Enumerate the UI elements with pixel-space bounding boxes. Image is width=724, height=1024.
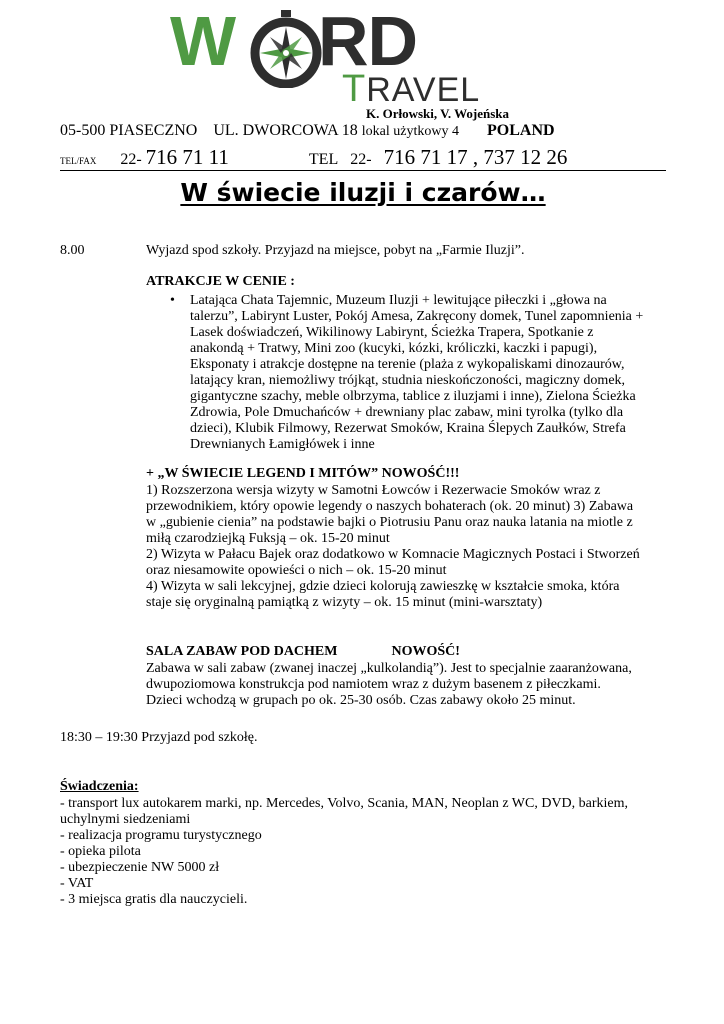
phone-line [60, 145, 567, 170]
sala-heading [146, 644, 460, 660]
attractions-list [146, 293, 664, 453]
attractions-line: dzieci), Klubik Filmowy, Rezerwat Smoków, Kraina Ślepych Zaułków, Strefa [190, 421, 626, 436]
attractions-line: talerzu”, Labirynt Luster, Pokój Amesa, Zakręcony domek, Tunel zapomnienia + [190, 309, 644, 324]
services-item: - opieka pilota [60, 844, 141, 859]
sala-body [146, 661, 666, 709]
legends-line: przewodnikiem, który opowie legendy o naszych bohaterach (ok. 20 minut) 3) Zabawa [146, 499, 634, 514]
compass-icon [250, 10, 322, 88]
tel-prefix: 22- [350, 151, 372, 168]
legends-line: w „gubienie cienia” na podstawie bajki o Piotrusiu Panu oraz nauka latania na miotle z [146, 515, 633, 530]
services-item: uchylnymi siedzeniami [60, 812, 191, 827]
logo-travel: TRAVEL [342, 68, 481, 110]
legends-line: oraz niesamowite opowieści o nich – ok. 15-20 minut [146, 563, 447, 578]
telfax-prefix: 22- [120, 151, 142, 168]
sala-line: dwupoziomowa konstrukcja pod namiotem wraz z dużym basenem z piłeczkami. [146, 677, 601, 692]
attractions-heading: ATRAKCJE W CENIE : [146, 274, 295, 289]
attractions-line: gigantyczne szachy, meble olbrzyma, tablice z iluzjami i inne), Zielona Ścieżka [190, 389, 636, 404]
attractions-line: anakondą + Tratwy, Mini zoo (kucyki, kózki, króliczki, kaczki i papugi), [190, 341, 598, 356]
logo-letter-w: W [170, 2, 236, 80]
new-badge: NOWOŚĆ! [391, 644, 460, 659]
address-line [60, 122, 555, 140]
schedule-item-start: Wyjazd spod szkoły. Przyjazd na miejsce, pobyt na „Farmie Iluzji”. [146, 243, 525, 258]
legends-line: 2) Wizyta w Pałacu Bajek oraz dodatkowo w Komnacie Magicznych Postaci i Stworzeń [146, 547, 640, 562]
services-item: - realizacja programu turystycznego [60, 828, 262, 843]
schedule-return: 18:30 – 19:30 Przyjazd pod szkołę. [60, 730, 258, 745]
address-postal-city: 05-500 PIASECZNO [60, 122, 198, 139]
tel-label: TEL [308, 151, 339, 168]
legends-body [146, 483, 666, 611]
attractions-line: Latająca Chata Tajemnic, Muzeum Iluzji + lewitujące piłeczki i „głowa na [190, 293, 607, 308]
legends-heading: + „W ŚWIECIE LEGEND I MITÓW” NOWOŚĆ!!! [146, 466, 460, 481]
services-item: - transport lux autokarem marki, np. Mercedes, Volvo, Scania, MAN, Neoplan z WC, DVD, barkiem, [60, 796, 629, 811]
tel-numbers: 716 71 17 , 737 12 26 [383, 145, 568, 169]
attractions-line: Lasek doświadczeń, Wikilinowy Labirynt, Ścieżka Trapera, Spotkanie z [190, 325, 594, 340]
owners-line: K. Orłowski, V. Wojeńska [366, 106, 510, 121]
services-item: - VAT [60, 876, 94, 891]
telfax-label: TEL/FAX [60, 156, 97, 166]
logo-letters-rd: RD [318, 2, 418, 80]
address-unit: lokal użytkowy 4 [361, 124, 459, 139]
sala-heading-text: SALA ZABAW POD DACHEM [146, 644, 338, 659]
services-item: - 3 miejsca gratis dla nauczycieli. [60, 892, 248, 907]
attractions-line: Eksponaty i atrakcje dostępne na terenie (plaża z wykopaliskami dinozaurów, [190, 357, 625, 372]
page-title: W świecie iluzji i czarów… [180, 178, 546, 207]
legends-line: miłą czarodziejką Fuksją – ok. 15-20 minut [146, 531, 390, 546]
services-item: - ubezpieczenie NW 5000 zł [60, 860, 220, 875]
schedule-time-start: 8.00 [60, 243, 85, 258]
telfax-number: 716 71 11 [145, 145, 229, 169]
attractions-line: Zdrowia, Pole Dmuchańców + drewniany plac zabaw, mini tyrolka (tylko dla [190, 405, 624, 420]
sala-line: Zabawa w sali zabaw (zwanej inaczej „kulkolandią”). Jest to specjalnie zaaranżowana, [146, 661, 632, 676]
legends-line: staje się oryginalną pamiątką z wizyty – ok. 15 minut (mini-warsztaty) [146, 595, 543, 610]
address-country: POLAND [487, 122, 555, 139]
legends-line: 1) Rozszerzona wersja wizyty w Samotni Łowców i Rezerwacie Smoków wraz z [146, 483, 601, 498]
header-divider [60, 170, 666, 171]
attractions-line: Drewnianych Łamigłówek i inne [190, 437, 375, 452]
sala-line: Dzieci wchodzą w grupach po ok. 25-30 osób. Czas zabawy około 25 minut. [146, 693, 576, 708]
legends-line: 4) Wizyta w sali lekcyjnej, gdzie dzieci kolorują zawieszkę w kształcie smoka, która [146, 579, 620, 594]
services-list [60, 796, 666, 908]
bullet-icon: • [170, 293, 175, 308]
company-logo [166, 2, 546, 108]
services-heading: Świadczenia: [60, 779, 139, 794]
attractions-item [146, 293, 664, 453]
attractions-line: latający kran, niemożliwy trójkąt, studnia nieskończoności, magiczny domek, [190, 373, 626, 388]
address-street: UL. DWORCOWA 18 [213, 122, 358, 139]
